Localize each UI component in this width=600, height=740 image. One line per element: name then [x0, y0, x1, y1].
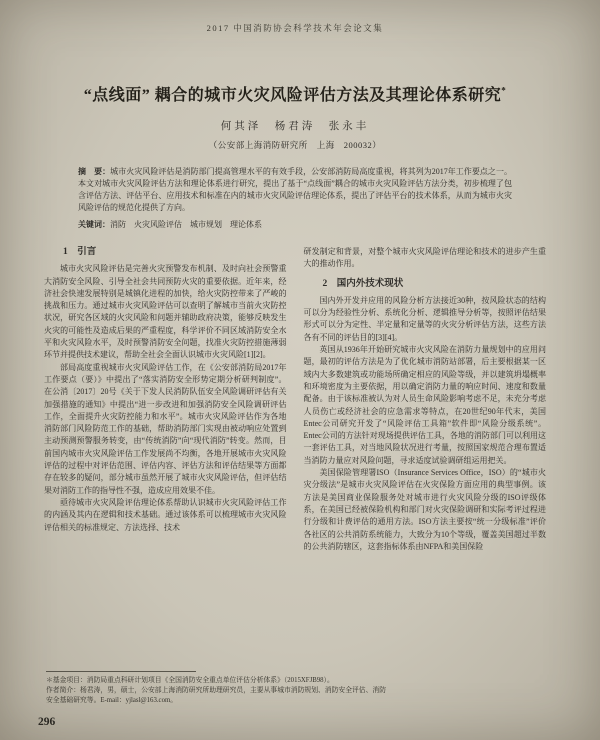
- footnotes: [46, 671, 386, 707]
- section-1-paragraph: 部局高度重视城市火灾风险评估工作，在《公安部消防局2017年工作要点（要）》中提出了“落实消防安全形势定期分析研判制度”。在公消〔2017〕20号《关于下发人民消防队伍安全风险调研评估有关加强措施的通知》中提出“进一步改进和加强消防安全风险调研评估工作，全面提升火灾防控能力和水平”。城市火灾风险评估作为各地消防部门风险防范工作的基础，帮助消防部门实现由被动响应处置到主动预测预警服务转变，由“传统消防”向“现代消防”转变。然而，目前国内城市火灾风险评估工作发展尚不均衡，各地开展城市火灾风险评估的过程中对评估范围、评估内容、评估方法和评估结果等方面都存在较多的疑问，部分城市虽然开展了城市火灾风险评估，但评估结果对消防工作的指导性不强，造成应用效果不佳。: [44, 362, 287, 495]
- body-columns: [44, 246, 546, 670]
- section-1-continuation: 研发制定和背景，对整个城市火灾风险评估理论和技术的进步产生重大的推动作用。: [303, 247, 546, 269]
- footnote-separator: [46, 671, 196, 672]
- right-column: [304, 246, 547, 670]
- section-2-paragraph: 英国从1936年开始研究城市火灾风险在消防力量规划中的应用问题，最初的评估方法是为了优化城市消防站部署，后主要根据某一区域内大多数建筑或功能场所确定相应的风险等级，并以建筑坍塌概率和环境密度为主要依据，用以确定消防力量的响应时间、速度和数量配备。由于该标准被认为对人员生命风险影响考虑不足，未充分考虑人员伤亡或经济社会的应急需求等特点，在20世纪90年代末，美国Entec公司研究开发了“风险评估工具箱”软件即“风险分级系统”。Entec公司的方法针对现场提供评估工具，各地的消防部门可以利用这一套评估工具，对当地风险状况进行考量，按照国家规范合理布置适当消防力量应对风险问题，寻求适度试验调研组运用把关。: [303, 345, 546, 465]
- left-column: [44, 246, 287, 670]
- abstract-text: 城市火灾风险评估是消防部门提高管理水平的有效手段，公安部消防局高度重视，将其列为2017年工作要点之一。本文对城市火灾风险评估方法和理论体系进行研究，提出了基于“点线面”耦合的城市火灾风险评估方法分类，初步梳理了包含评估方法、评估平台、应用技术和标准在内的城市火灾风险评估理论体系，提出了评估平台的技术体系，从而为城市火灾风险评估的规范化提供了方向。: [78, 167, 512, 212]
- abstract-label: 摘 要：: [78, 167, 111, 176]
- footnote-author-bio: 作者简介：杨君涛，男，硕士，公安部上海消防研究所助理研究员，主要从事城市消防规划、消防安全评估、消防安全基础研究等。E-mail：yjlasl@163.com。: [46, 687, 386, 704]
- page-number: 296: [38, 716, 56, 728]
- title-footnote-mark: *: [501, 85, 507, 96]
- section-1-paragraph: 亟待城市火灾风险评估理论体系帮助认识城市火灾风险评估工作的内涵及其内在逻辑和技术基础。通过该体系可以梳理城市火灾风险评估相关的标准规定、方法选择、技术: [44, 497, 287, 532]
- proceedings-header: 2017 中国消防协会科学技术年会论文集: [206, 23, 384, 33]
- keywords-text: 消防 火灾风险评估 城市规划 理论体系: [110, 220, 262, 229]
- section-1-heading: 1 引言: [63, 247, 97, 257]
- section-2-paragraph: 美国保险管理署ISO（Insurance Services Office，ISO）的“城市火灾分级法”是城市火灾风险评估在火灾保险方面应用的典型事例。该方法是美国商业保险服务处对城市进行火灾风险分级的ISO评级体系，在美国已经被保险机构和部门对火灾保险调研和实际考评过程进行分级和计费评估的通用方法。ISO方法主要按“统一分级标准”评价各社区的公共消防系统能力，大致分为10个等级，覆盖美国超过半数的公共消防辖区，这套指标体系由NFPA和美国保险: [303, 468, 546, 551]
- paper-title-text: “点线面” 耦合的城市火灾风险评估方法及其理论体系研究: [83, 87, 502, 104]
- section-2-paragraph: 国内外开发并应用的风险分析方法接近30种，按风险状态的结构可以分为经验性分析、系统化分析、逻辑推导分析等，按照评估结果形式可以分为定性、半定量和定量等的火灾分析评估方法，这些方法各有不同的评估目的[3][4]。: [303, 295, 546, 342]
- keywords-label: 关键词：: [78, 220, 110, 229]
- keywords: [78, 219, 512, 231]
- section-2-heading: 2 国内外技术现状: [322, 278, 404, 289]
- authors: 何其泽 杨君涛 张永丰: [220, 121, 370, 132]
- abstract: [78, 166, 512, 214]
- section-1-paragraph: 城市火灾风险评估是完善火灾预警发布机制、及时向社会预警重大消防安全风险、引导全社会共同预防火灾的重要依据。近年来，经济社会快速发展特别是城镇化进程的加快，给火灾防控带来了严峻的挑战和压力。通过城市火灾风险评估可以查明了解城市当前火灾防控状况，研究各区域的火灾风险和问题并辅助政府决策，能够反映发生火灾的可能性及造成后果的严重程度，科学评价不同区域消防安全水平和火灾风险水平，及时预警消防安全问题，找准火灾防控措施薄弱环节并提供技术建议，帮助全社会全面认识城市火灾风险[1][2]。: [44, 264, 287, 360]
- affiliation: （公安部上海消防研究所 上海 200032）: [208, 140, 382, 150]
- footnote-fund: ＊基金项目：消防局重点科研计划项目《全国消防安全重点单位评估分析体系》（2015XFJB98）。: [46, 676, 334, 684]
- paper-title: [44, 82, 546, 105]
